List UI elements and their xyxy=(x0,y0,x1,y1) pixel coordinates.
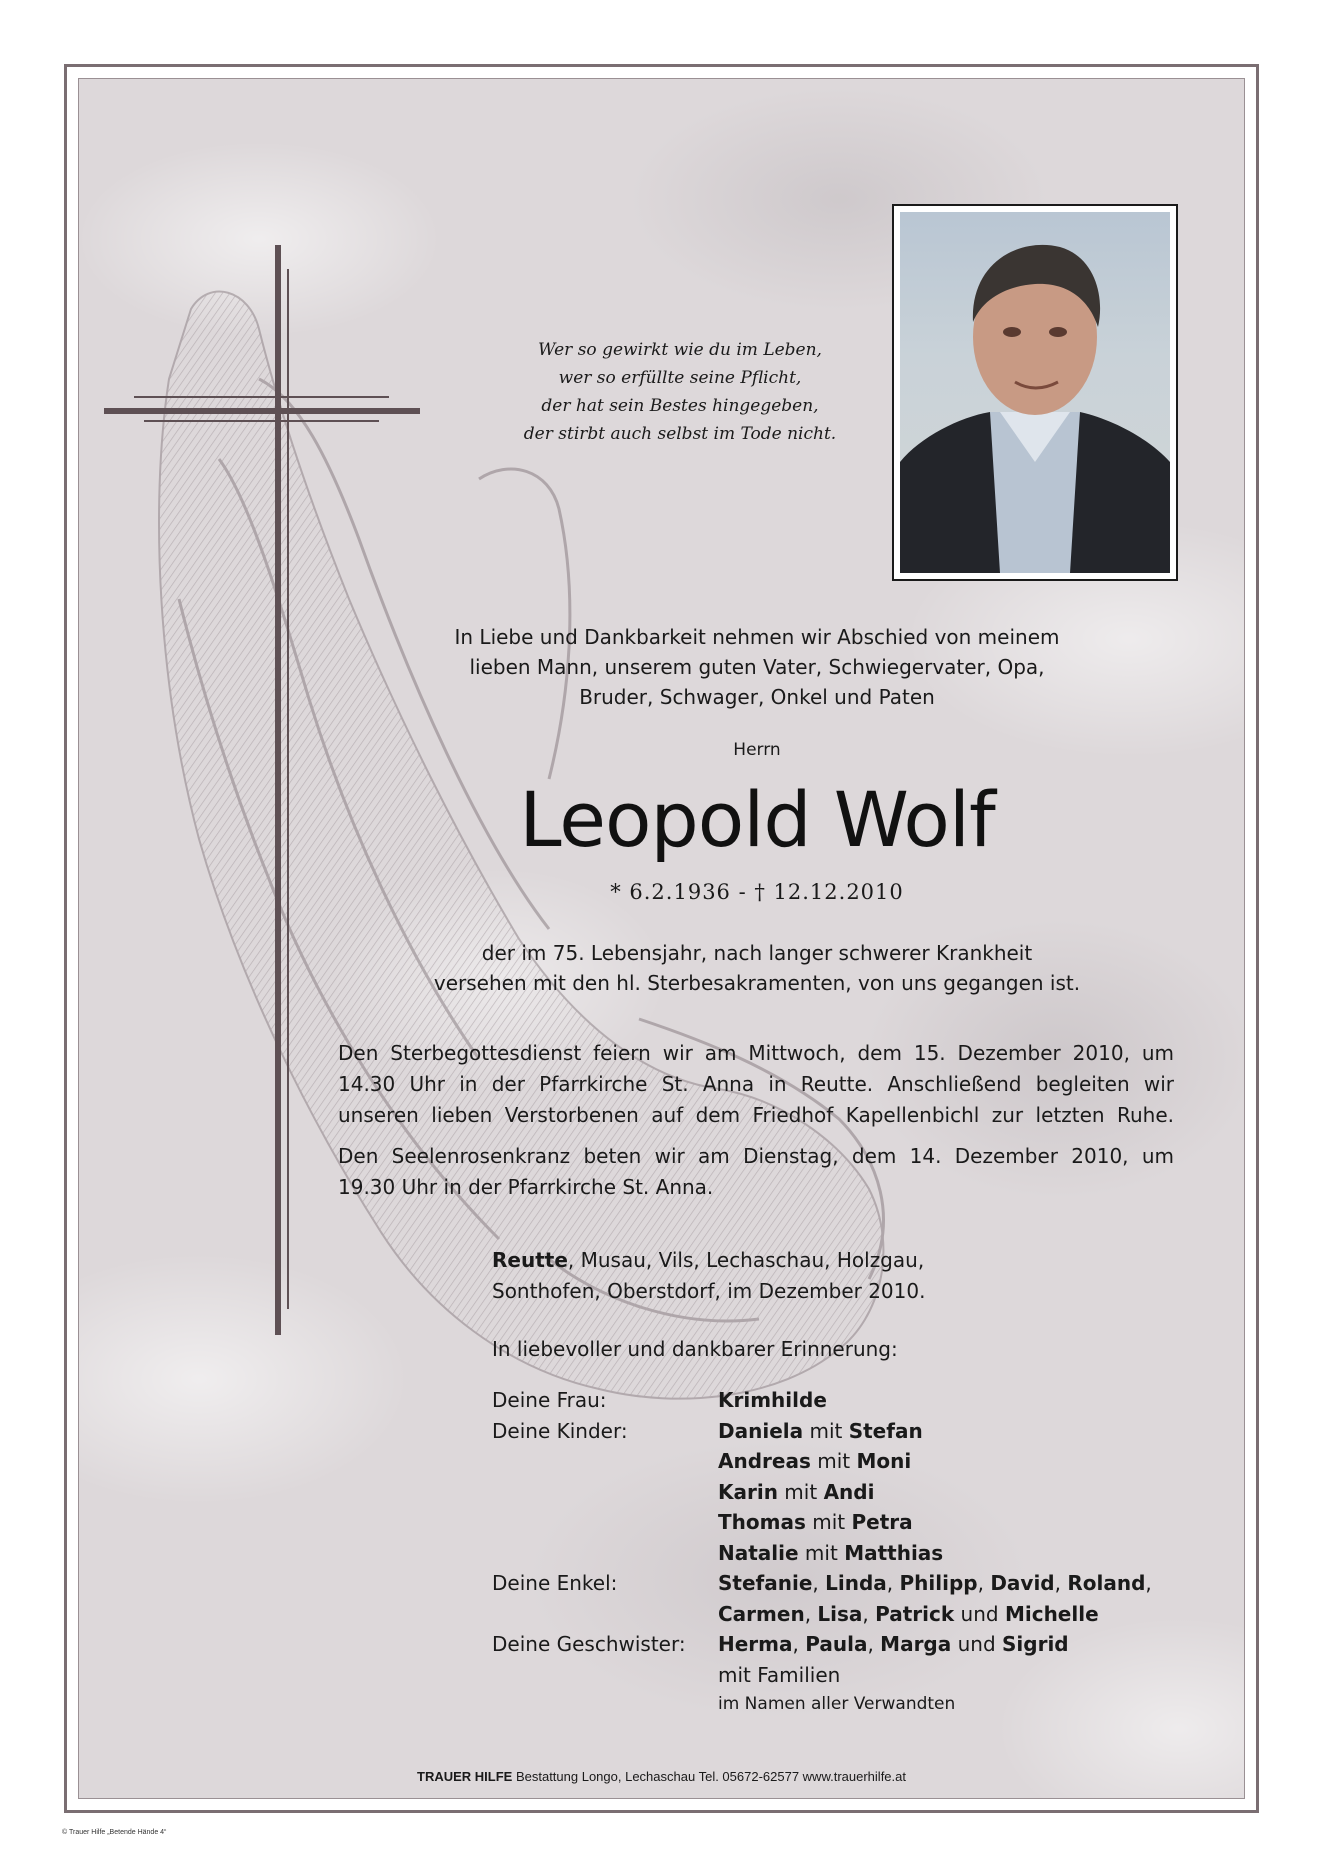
paragraph-line: Den Sterbegottesdienst feiern wir am Mittwoch, dem 15. Dezember 2010, um xyxy=(338,1041,1174,1065)
mourner-name: Philipp xyxy=(899,1571,978,1595)
connector-text: , xyxy=(977,1571,991,1595)
portrait-figure-icon xyxy=(900,212,1170,573)
mourner-name: Matthias xyxy=(844,1540,944,1565)
rosary-paragraph xyxy=(338,1141,1174,1203)
mourner-name: Herma xyxy=(718,1632,793,1656)
portrait-photo xyxy=(900,212,1170,573)
relation-label xyxy=(492,1446,718,1477)
passing-text xyxy=(352,938,1162,998)
mourner-names xyxy=(718,1660,840,1691)
connector-text: , xyxy=(804,1601,818,1626)
mourner-name: Roland xyxy=(1067,1571,1146,1595)
footer xyxy=(78,1769,1245,1784)
connector-text: mit Familien xyxy=(718,1662,841,1687)
relation-label: Deine Kinder: xyxy=(492,1418,628,1443)
connector-text: mit xyxy=(810,1449,857,1473)
mourner-row xyxy=(492,1385,1192,1416)
mourner-names xyxy=(718,1385,827,1416)
honorific: Herrn xyxy=(733,740,781,760)
mourner-name: Andi xyxy=(823,1479,875,1504)
mourner-names xyxy=(718,1599,1099,1630)
quote-line: Wer so gewirkt wie du im Leben, xyxy=(538,340,822,360)
connector-text: und xyxy=(951,1632,1003,1656)
mourner-name: Marga xyxy=(880,1632,952,1656)
connector-text: , xyxy=(1145,1571,1152,1595)
places-line xyxy=(492,1245,925,1276)
connector-text: , xyxy=(812,1571,826,1595)
mourner-row xyxy=(492,1568,1192,1599)
passing-line: versehen mit den hl. Sterbesakramenten, von uns gegangen ist. xyxy=(433,971,1081,995)
paragraph-line: 19.30 Uhr in der Pfarrkirche St. Anna. xyxy=(338,1175,714,1199)
connector-text: , xyxy=(862,1601,876,1626)
mourner-row xyxy=(492,1446,1192,1477)
mourner-names xyxy=(718,1568,1152,1599)
mourner-name: Michelle xyxy=(1004,1601,1099,1626)
mourner-name: Paula xyxy=(805,1632,868,1656)
towns: , Musau, Vils, Lechaschau, Holzgau, xyxy=(567,1248,925,1272)
mourner-name: Stefanie xyxy=(718,1571,813,1595)
town-bold: Reutte xyxy=(492,1248,568,1272)
relation-label: Deine Geschwister: xyxy=(492,1632,686,1656)
connector-text: , xyxy=(867,1632,881,1656)
mourner-row xyxy=(492,1477,1192,1508)
connector-text: , xyxy=(792,1632,806,1656)
relation-label xyxy=(492,1507,718,1538)
relation-label xyxy=(492,1660,718,1691)
connector-text: mit xyxy=(777,1479,824,1504)
mourner-row xyxy=(492,1416,1192,1447)
mourner-row xyxy=(492,1660,1192,1691)
paragraph-line: unseren lieben Verstorbenen auf dem Friedhof Kapellenbichl zur letzten Ruhe. xyxy=(338,1103,1174,1127)
mourner-names xyxy=(718,1446,911,1477)
intro-line: Bruder, Schwager, Onkel und Paten xyxy=(579,685,935,709)
mourner-name: Patrick xyxy=(875,1601,955,1626)
mourner-names xyxy=(718,1507,913,1538)
mourner-name: Daniela xyxy=(718,1418,804,1443)
memorial-quote xyxy=(480,336,880,448)
intro-text xyxy=(352,622,1162,712)
mourner-name: Petra xyxy=(851,1510,913,1534)
mourner-row xyxy=(492,1507,1192,1538)
mourner-name: Linda xyxy=(825,1571,887,1595)
mourner-name: David xyxy=(990,1571,1055,1595)
mourner-names xyxy=(718,1538,943,1569)
mourner-row xyxy=(492,1629,1192,1660)
intro-line: In Liebe und Dankbarkeit nehmen wir Abschied von meinem xyxy=(454,625,1060,649)
mourner-name: Stefan xyxy=(848,1418,923,1443)
mourner-name: Karin xyxy=(718,1479,778,1504)
portrait-frame xyxy=(892,204,1178,581)
mourners-list xyxy=(492,1385,1192,1690)
relation-label xyxy=(492,1599,718,1630)
connector-text: , xyxy=(1054,1571,1068,1595)
mourner-row xyxy=(492,1538,1192,1569)
deceased-name: Leopold Wolf xyxy=(519,775,995,864)
places-and-date xyxy=(492,1245,925,1307)
connector-text: und xyxy=(954,1601,1005,1626)
mourner-names xyxy=(718,1629,1069,1660)
mourner-name: Andreas xyxy=(718,1449,811,1473)
relation-label: Deine Frau: xyxy=(492,1388,607,1412)
mourner-name: Lisa xyxy=(817,1601,863,1626)
relation-label xyxy=(492,1538,718,1569)
footer-brand: TRAUER HILFE xyxy=(417,1769,513,1784)
intro-line: lieben Mann, unserem guten Vater, Schwiegervater, Opa, xyxy=(469,655,1045,679)
relatives-line: im Namen aller Verwandten xyxy=(718,1694,956,1714)
mourner-name: Natalie xyxy=(718,1540,799,1565)
mourner-names xyxy=(718,1477,874,1508)
mourner-names xyxy=(718,1416,923,1447)
funeral-service-paragraph xyxy=(338,1038,1174,1131)
paragraph-line: Den Seelenrosenkranz beten wir am Dienstag, dem 14. Dezember 2010, um xyxy=(338,1144,1174,1168)
connector-text: mit xyxy=(798,1540,845,1565)
connector-text: mit xyxy=(805,1510,852,1534)
mourner-row xyxy=(492,1599,1192,1630)
mourner-name: Thomas xyxy=(718,1510,806,1534)
connector-text: , xyxy=(886,1571,900,1595)
quote-line: wer so erfüllte seine Pflicht, xyxy=(558,368,802,388)
paragraph-line: 14.30 Uhr in der Pfarrkirche St. Anna in Reutte. Anschließend begleiten wir xyxy=(338,1072,1174,1096)
mourner-name: Carmen xyxy=(718,1601,805,1626)
relation-label: Deine Enkel: xyxy=(492,1571,618,1595)
quote-line: der hat sein Bestes hingegeben, xyxy=(541,396,819,416)
mourner-name: Sigrid xyxy=(1002,1632,1069,1656)
relation-label xyxy=(492,1477,718,1508)
quote-line: der stirbt auch selbst im Tode nicht. xyxy=(523,424,837,444)
image-credit: © Trauer Hilfe „Betende Hände 4“ xyxy=(62,1829,167,1836)
life-dates: * 6.2.1936 - † 12.12.2010 xyxy=(610,880,904,904)
mourner-name: Krimhilde xyxy=(718,1388,827,1412)
memory-line: In liebevoller und dankbarer Erinnerung: xyxy=(492,1337,898,1361)
mourner-name: Moni xyxy=(856,1449,912,1473)
passing-line: der im 75. Lebensjahr, nach langer schwerer Krankheit xyxy=(481,941,1033,965)
connector-text: mit xyxy=(803,1418,849,1443)
footer-text: Bestattung Longo, Lechaschau Tel. 05672-62577 www.trauerhilfe.at xyxy=(512,1769,906,1784)
places-line: Sonthofen, Oberstdorf, im Dezember 2010. xyxy=(492,1279,926,1303)
